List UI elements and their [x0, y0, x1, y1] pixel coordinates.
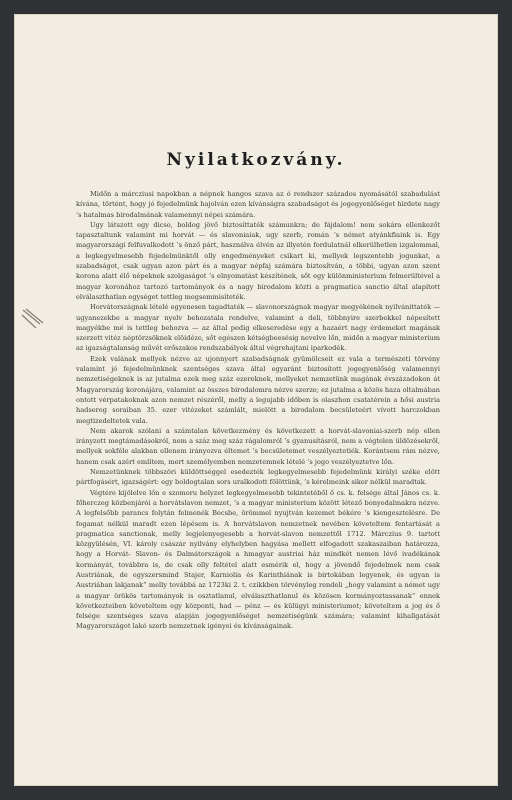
paragraph-5: Nem akarok szólani a számtalan következmény és következett a horvát-slavoniai-szerb nép ellen irányzott megtámadásokról, nem a száz meg száz rágalomról ’s gyanusításról, nem a végtelen üldözésekről, mellyek sokféle alakban ellenem irányozva éltemet ’s becsületemet veszélyeztetiék. Korántsem rám nézve, hanem csak azért említem, mert személyemben nemzetemnek lételé ’s jogo veszélyeztetve lőn.: [76, 426, 440, 466]
paragraph-2: Ugy látszott egy dicso, boldog jövő biztosíttaték számunkra; de fájdalom! nem sokára ellenkezőt tapasztaltunk valamint mi horvát — és slavoniaiak, ugy szerb, román ’s német atyánkfiaink is. Egy magyarországi felfuvalkodott ’s önző párt, használva élvén az illyetén fordulatnál elkerülhetlen izgalommal, a legkegyelmesebb fejedelmünktől olly engedményeket csikart ki, mellyek legszentebb jogunkat, a szabadságot, csak ugyan azon párt és a magyar népfaj számára biztosítván, a többi, ugyan azon szent korona alatt élő népeknek szolgaságot ’s elnyomatást készítének, sőt egy különministerium felmerültével a magyar koronához tartozó tartományok és a nagy birodalom közti a pragmatica sanctio által alapított elválaszthatlan egységet tettleg megsemmisíteték.: [76, 220, 440, 301]
document-body: [76, 189, 440, 632]
document-sheet: [14, 14, 498, 786]
paragraph-4: Ezek valának mellyek nézve az ujonnyert szabadságnak gyümölcseit ez vala a természeti törvény valamint jó fejedelmünknek szentséges szava által egyaránt biztosított jogegyenlőség valamennyi nemzetiségeknek is az jutalma ezek meg száz ezereknek, mellyeket nemzetünk magának évszázadokon át Magyarország koronájára, valamint az összes birodalomra nézve szerze; ez jutalma a közös haza oltalmában ontott vérpatakoknak azon nemzet részéről, melly a legujabb időben is olaszhon csatatérein a hősi austria hadsereg soraiban 35. ezer vitézeket számlált, mielött a birodalom becsületeért vívott harczokban megtizedeltetek vala.: [76, 354, 440, 425]
paragraph-1: Midőn a márcziusi napokban a népnek hangos szava az ó rendszer százados nyomásától szabadulást kívána, történt, hogy jó fejedelmünk hajolván ezen kívánságra szabadságot és jogegyenlőséget hirdete nagy ’s hatalmas birodalmának valamennyi népei számára.: [76, 190, 440, 219]
paragraph-3: Horvátországnak lételé egyenesen tagadtaték — slavonországnak magyar megyékének nyilvánittaték — ugyanezekbe a magyar nyelv behozatala rendelve, valamint a deli, többnyire szerbekkel népesített magyékbe mé is tettleg behozva — az által pedig elkeseredése egy a hazaért nagy érdemeket magának szerzett vitéz néptörzsöknek elöidéze, sőt egészen kétségbeesésig nevelve lőn, midőn a magyar ministerium az igazságtalanság művét erőszakos rendszabályok által végrehajtani iparkodék.: [76, 303, 440, 353]
ink-mark-icon: [20, 306, 48, 332]
paragraph-7: Végtére kijölelve lőn e szomoru helyzet legkegyelmesebb tekintetéből ő cs. k. felsége által János cs. k. főherczeg közbenjárói a horvátslavon nemzet, ’s a magyar ministerium között létező bonyodalmakra nézve. A legfelsőbb parancs folytán felmenék Becsbe, örömmel nyujtván kezemet békére ’s kiengesztelésre. De fogamat nélkül maradt ezen lépésem is. A horvátslavon nemzetnek nevében követeltem fentartását a pragmatica sanctionak, melly legjelenyegesebb a horvát-slavon nemzettől 1712. Márczius 9. tartott közgyülésén, VI. károly császár nyilvány elyhelyben hagyása mellett elfogadott szakaszaiban határozza, hogy a Horvát- Slavon- és Dalmátországok a hmagyar austriai ház mindkét nemen lévő ivadékának kormányát, továbbra is, de csak olly feltétel alatt esmérik el, hogy a jövendő fejedelmek nem csak Austriának, de egyszersmind Stajer, Karniolia és Karinthiának is birtokában legyenek, és ugyan is Austriában lakjanak” melly továbbá az 1723ki 2. t. czikkben törvényleg rendeli „hogy valamint a német ugy a magyar örökös tartományok is osztatlanul, elválaszthatlanul és közösen kormányoztassanak” ennek következteiben követeltem egy központi, had — pénz — és külügyi ministeriumot; követeltem a jog és ő felsége szentséges szava alapján jogegyenlőséget nemzetiségünk számára; valamint kihallgatását Magyarországot lakó szerb nemzetnek igényei és kívánságainak.: [76, 488, 440, 631]
paragraph-6: Nemzetünknek többszöri küldöttséggel esedezték legkegyelmesebb fejedelmünk királyi széke elött pártfogásért, igazságért: egy boldogtalan sors uralkodott fölöttünk, ’s kérelmeink siker nélkül maradtak.: [76, 468, 440, 487]
document-title: Nyilatkozvány.: [166, 150, 346, 170]
